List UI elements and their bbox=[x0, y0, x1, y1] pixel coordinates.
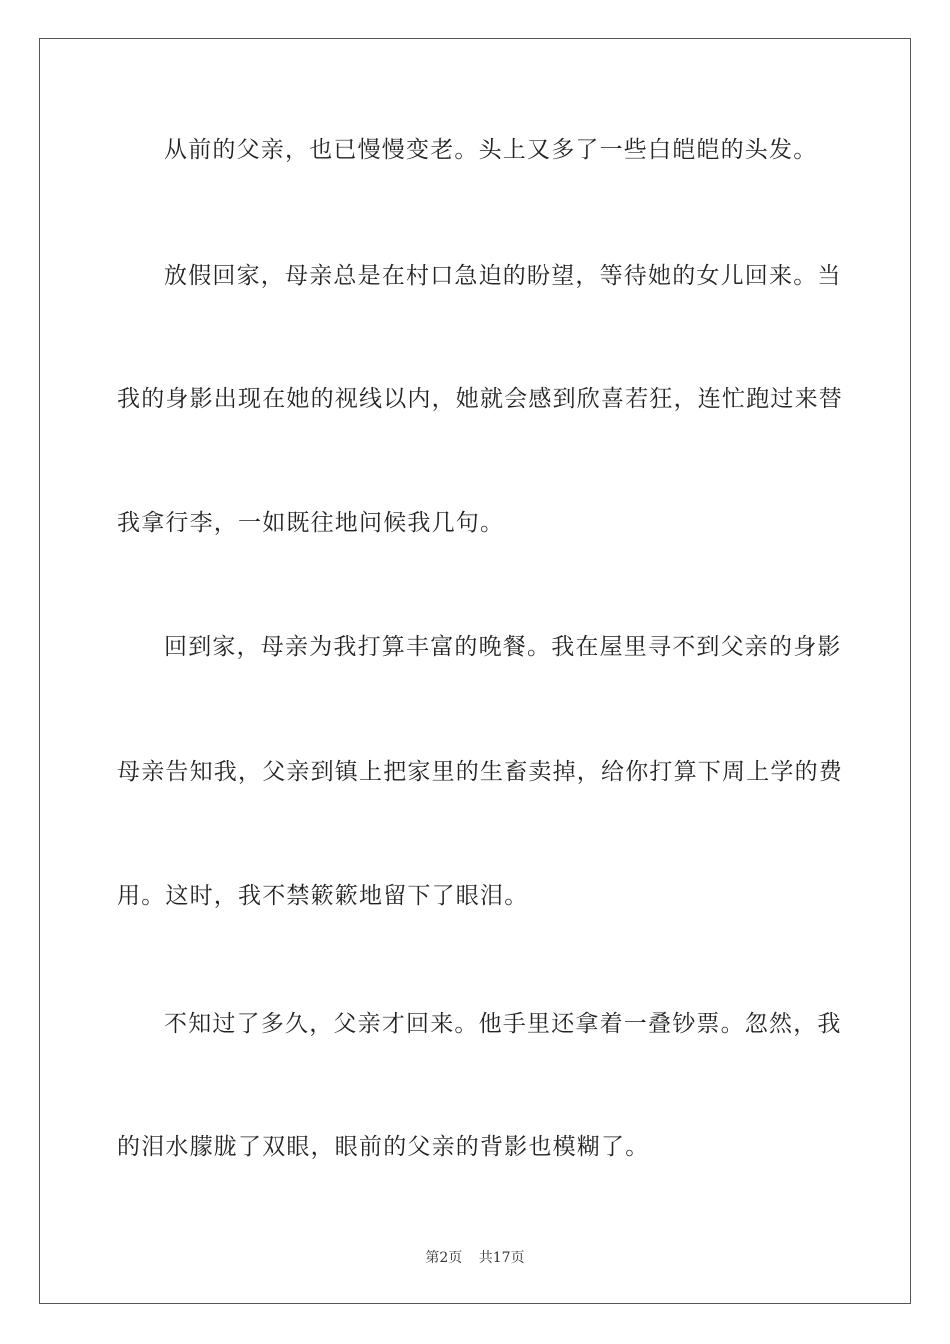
paragraph-line: 回到家，母亲为我打算丰富的晚餐。我在屋里寻不到父亲的身影 bbox=[164, 634, 842, 660]
paragraph-line: 放假回家，母亲总是在村口急迫的盼望，等待她的女儿回来。当 bbox=[164, 263, 842, 289]
paragraph-line: 不知过了多久，父亲才回来。他手里还拿着一叠钞票。忽然，我 bbox=[164, 1011, 842, 1037]
paragraph-line: 从前的父亲，也已慢慢变老。头上又多了一些白皑皑的头发。 bbox=[164, 137, 818, 163]
paragraph-line: 母亲告知我，父亲到镇上把家里的生畜卖掉，给你打算下周上学的费 bbox=[117, 759, 843, 785]
page-number: 第2页 bbox=[425, 1250, 463, 1266]
page-footer bbox=[0, 1249, 950, 1267]
paragraph-line: 的泪水朦胧了双眼，眼前的父亲的背影也模糊了。 bbox=[117, 1134, 650, 1160]
paragraph-line: 用。这时，我不禁簌簌地留下了眼泪。 bbox=[117, 883, 529, 909]
page-total: 共17页 bbox=[478, 1250, 525, 1266]
page-frame bbox=[39, 38, 911, 1304]
paragraph-line: 我的身影出现在她的视线以内，她就会感到欣喜若狂，连忙跑过来替 bbox=[117, 386, 843, 412]
paragraph-line: 我拿行李，一如既往地问候我几句。 bbox=[117, 510, 505, 536]
